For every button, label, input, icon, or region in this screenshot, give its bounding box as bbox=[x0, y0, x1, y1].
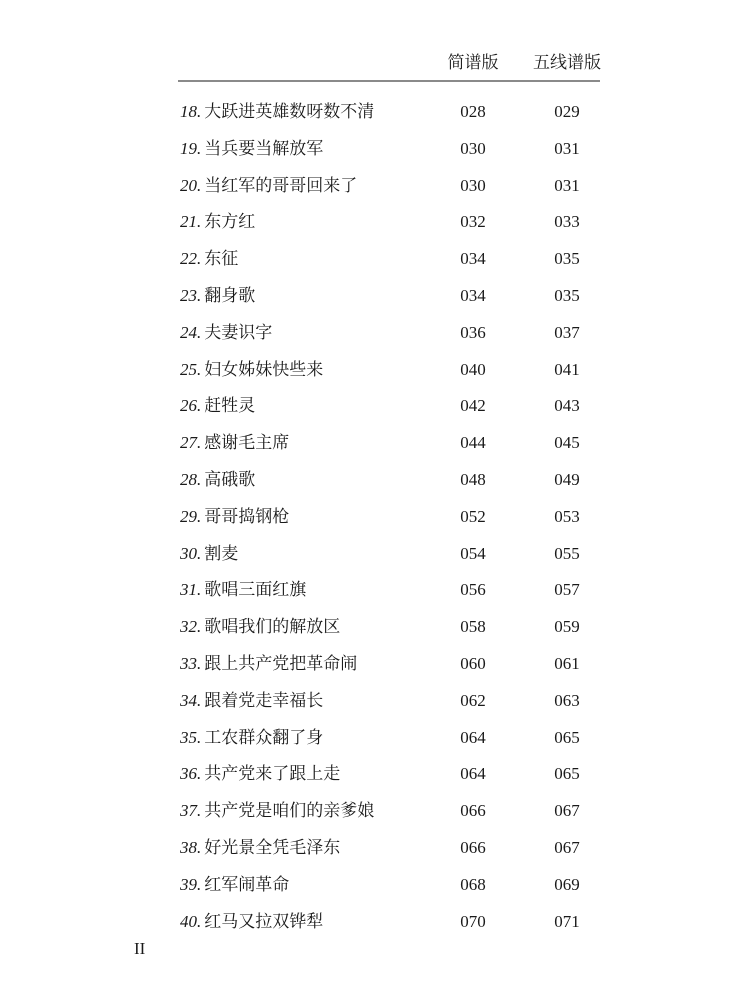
page-number-jianpu: 070 bbox=[460, 911, 486, 931]
toc-row[interactable] bbox=[0, 609, 750, 646]
page-number-jianpu: 058 bbox=[460, 617, 486, 637]
toc-row[interactable] bbox=[0, 572, 750, 609]
toc-entry bbox=[180, 241, 238, 277]
toc-entry bbox=[180, 683, 323, 719]
toc-entry bbox=[180, 462, 255, 498]
column-header bbox=[0, 50, 750, 80]
page-number-wuxian: 031 bbox=[554, 138, 580, 158]
song-number: 18. bbox=[180, 102, 202, 121]
toc-entry bbox=[180, 131, 323, 167]
toc-entry bbox=[180, 278, 255, 314]
toc-row[interactable] bbox=[0, 756, 750, 793]
page-number-wuxian: 065 bbox=[554, 727, 580, 747]
song-number: 23. bbox=[180, 285, 202, 305]
toc-row[interactable] bbox=[0, 425, 750, 462]
toc-row[interactable] bbox=[0, 131, 750, 168]
page-folio: II bbox=[134, 939, 146, 958]
toc-row[interactable] bbox=[0, 352, 750, 389]
song-title: 红马又拉双铧犁 bbox=[204, 911, 324, 932]
song-number: 29. bbox=[180, 506, 202, 526]
page-number-wuxian: 067 bbox=[554, 837, 580, 857]
page-number-wuxian: 069 bbox=[554, 874, 580, 894]
song-number: 37. bbox=[180, 801, 202, 821]
page-number-wuxian: 033 bbox=[554, 212, 580, 232]
song-title: 好光景全凭毛泽东 bbox=[204, 837, 341, 858]
song-title: 高硪歌 bbox=[204, 469, 256, 490]
song-title: 歌唱三面红旗 bbox=[204, 580, 307, 601]
song-title: 感谢毛主席 bbox=[204, 433, 290, 454]
song-title: 赶牲灵 bbox=[204, 396, 256, 417]
page-number-jianpu: 060 bbox=[460, 653, 486, 673]
toc-entry bbox=[180, 94, 374, 130]
song-title: 大跃进英雄数呀数不清 bbox=[204, 102, 375, 122]
song-title: 共产党来了跟上走 bbox=[204, 764, 341, 785]
song-number: 33. bbox=[180, 653, 202, 673]
song-number: 30. bbox=[180, 543, 202, 563]
toc-entry bbox=[180, 572, 306, 608]
page-number-wuxian: 045 bbox=[554, 433, 580, 453]
song-title: 妇女姊妹快些来 bbox=[204, 359, 324, 380]
page-number-wuxian: 059 bbox=[554, 617, 580, 637]
page-number-wuxian: 035 bbox=[554, 249, 580, 269]
page-number-jianpu: 068 bbox=[460, 874, 486, 894]
song-title: 当兵要当解放军 bbox=[204, 138, 324, 159]
song-title: 哥哥捣钢枪 bbox=[204, 506, 290, 527]
page-number-jianpu: 056 bbox=[460, 580, 486, 600]
page-number-jianpu: 048 bbox=[460, 469, 486, 489]
header-divider bbox=[178, 80, 600, 82]
toc-entry bbox=[180, 756, 340, 792]
page-number-wuxian: 061 bbox=[554, 653, 580, 673]
column-heading-jianpu: 简谱版 bbox=[447, 53, 499, 73]
toc-row[interactable] bbox=[0, 499, 750, 536]
page-number-jianpu: 054 bbox=[460, 543, 486, 563]
song-title: 当红军的哥哥回来了 bbox=[204, 175, 358, 196]
toc-row[interactable] bbox=[0, 720, 750, 757]
song-title: 共产党是咱们的亲爹娘 bbox=[204, 801, 375, 822]
toc-entry bbox=[180, 204, 255, 240]
song-number: 39. bbox=[180, 874, 202, 894]
toc-entry bbox=[180, 315, 272, 351]
toc-entry bbox=[180, 793, 374, 829]
song-number: 25. bbox=[180, 359, 202, 379]
song-title: 歌唱我们的解放区 bbox=[204, 617, 341, 638]
song-number: 32. bbox=[180, 617, 202, 637]
song-number: 22. bbox=[180, 249, 202, 269]
page-number-jianpu: 052 bbox=[460, 506, 486, 526]
song-number: 35. bbox=[180, 727, 202, 747]
song-number: 36. bbox=[180, 764, 202, 784]
page-number-jianpu: 066 bbox=[460, 837, 486, 857]
page-number-wuxian: 043 bbox=[554, 396, 580, 416]
song-title: 东征 bbox=[204, 249, 239, 270]
page-number-jianpu: 064 bbox=[460, 727, 486, 747]
page-number-jianpu: 034 bbox=[460, 249, 486, 269]
page-number-wuxian: 071 bbox=[554, 911, 580, 931]
toc-row[interactable] bbox=[0, 793, 750, 830]
song-title: 东方红 bbox=[204, 212, 256, 233]
toc-row[interactable] bbox=[0, 683, 750, 720]
page-number-wuxian: 065 bbox=[554, 764, 580, 784]
page-number-wuxian: 057 bbox=[554, 580, 580, 600]
page-number-wuxian: 063 bbox=[554, 690, 580, 710]
toc-row[interactable] bbox=[0, 315, 750, 352]
song-title: 跟着党走幸福长 bbox=[204, 690, 324, 711]
song-title: 翻身歌 bbox=[204, 285, 256, 306]
song-title: 工农群众翻了身 bbox=[204, 727, 324, 748]
page-number-wuxian: 067 bbox=[554, 801, 580, 821]
page-number-wuxian: 031 bbox=[554, 175, 580, 195]
toc-row[interactable] bbox=[0, 168, 750, 205]
page-number-jianpu: 030 bbox=[460, 175, 486, 195]
page-number-wuxian: 035 bbox=[554, 285, 580, 305]
toc-entry bbox=[180, 646, 357, 682]
song-number: 26. bbox=[180, 396, 202, 416]
song-number: 21. bbox=[180, 212, 202, 232]
toc-row[interactable] bbox=[0, 388, 750, 425]
toc-entry bbox=[180, 609, 340, 645]
toc-row[interactable] bbox=[0, 646, 750, 683]
song-title: 红军闹革命 bbox=[204, 874, 290, 895]
page-number-jianpu: 042 bbox=[460, 396, 486, 416]
toc-entry bbox=[180, 499, 289, 535]
toc-entry bbox=[180, 168, 357, 204]
toc-entry bbox=[180, 904, 323, 940]
page-number-jianpu: 030 bbox=[460, 138, 486, 158]
toc-entry bbox=[180, 352, 323, 388]
toc-entry bbox=[180, 536, 238, 572]
toc-row[interactable] bbox=[0, 830, 750, 867]
toc-row[interactable] bbox=[0, 204, 750, 241]
toc-entry bbox=[180, 830, 340, 866]
song-title: 割麦 bbox=[204, 543, 239, 564]
song-number: 27. bbox=[180, 433, 202, 453]
toc-list bbox=[0, 94, 750, 940]
song-number: 38. bbox=[180, 837, 202, 857]
page-number-jianpu: 028 bbox=[460, 102, 486, 121]
page-number-jianpu: 066 bbox=[460, 801, 486, 821]
song-number: 19. bbox=[180, 138, 202, 158]
toc-row[interactable] bbox=[0, 462, 750, 499]
column-heading-wuxian: 五线谱版 bbox=[533, 53, 601, 73]
page-number-jianpu: 044 bbox=[460, 433, 486, 453]
song-number: 24. bbox=[180, 322, 202, 342]
page-number-jianpu: 036 bbox=[460, 322, 486, 342]
song-number: 28. bbox=[180, 469, 202, 489]
song-title: 跟上共产党把革命闹 bbox=[204, 653, 358, 674]
toc-row[interactable] bbox=[0, 278, 750, 315]
page-number-wuxian: 053 bbox=[554, 506, 580, 526]
toc-entry bbox=[180, 867, 289, 903]
page-number-jianpu: 040 bbox=[460, 359, 486, 379]
page-number-wuxian: 029 bbox=[554, 102, 580, 121]
toc-row[interactable] bbox=[0, 904, 750, 941]
page-number-jianpu: 062 bbox=[460, 690, 486, 710]
song-number: 40. bbox=[180, 911, 202, 931]
page-number-jianpu: 032 bbox=[460, 212, 486, 232]
toc-entry bbox=[180, 720, 323, 756]
toc-row[interactable] bbox=[0, 536, 750, 573]
page-number-jianpu: 064 bbox=[460, 764, 486, 784]
toc-entry bbox=[180, 388, 255, 424]
song-number: 20. bbox=[180, 175, 202, 195]
song-number: 34. bbox=[180, 690, 202, 710]
song-title: 夫妻识字 bbox=[204, 322, 273, 343]
page-number-wuxian: 049 bbox=[554, 469, 580, 489]
song-number: 31. bbox=[180, 580, 202, 600]
page-number-wuxian: 055 bbox=[554, 543, 580, 563]
toc-entry bbox=[180, 425, 289, 461]
toc-row[interactable] bbox=[0, 867, 750, 904]
page-number-jianpu: 034 bbox=[460, 285, 486, 305]
toc-row[interactable] bbox=[0, 241, 750, 278]
toc-row[interactable] bbox=[0, 94, 750, 131]
page-number-wuxian: 041 bbox=[554, 359, 580, 379]
page-number-wuxian: 037 bbox=[554, 322, 580, 342]
